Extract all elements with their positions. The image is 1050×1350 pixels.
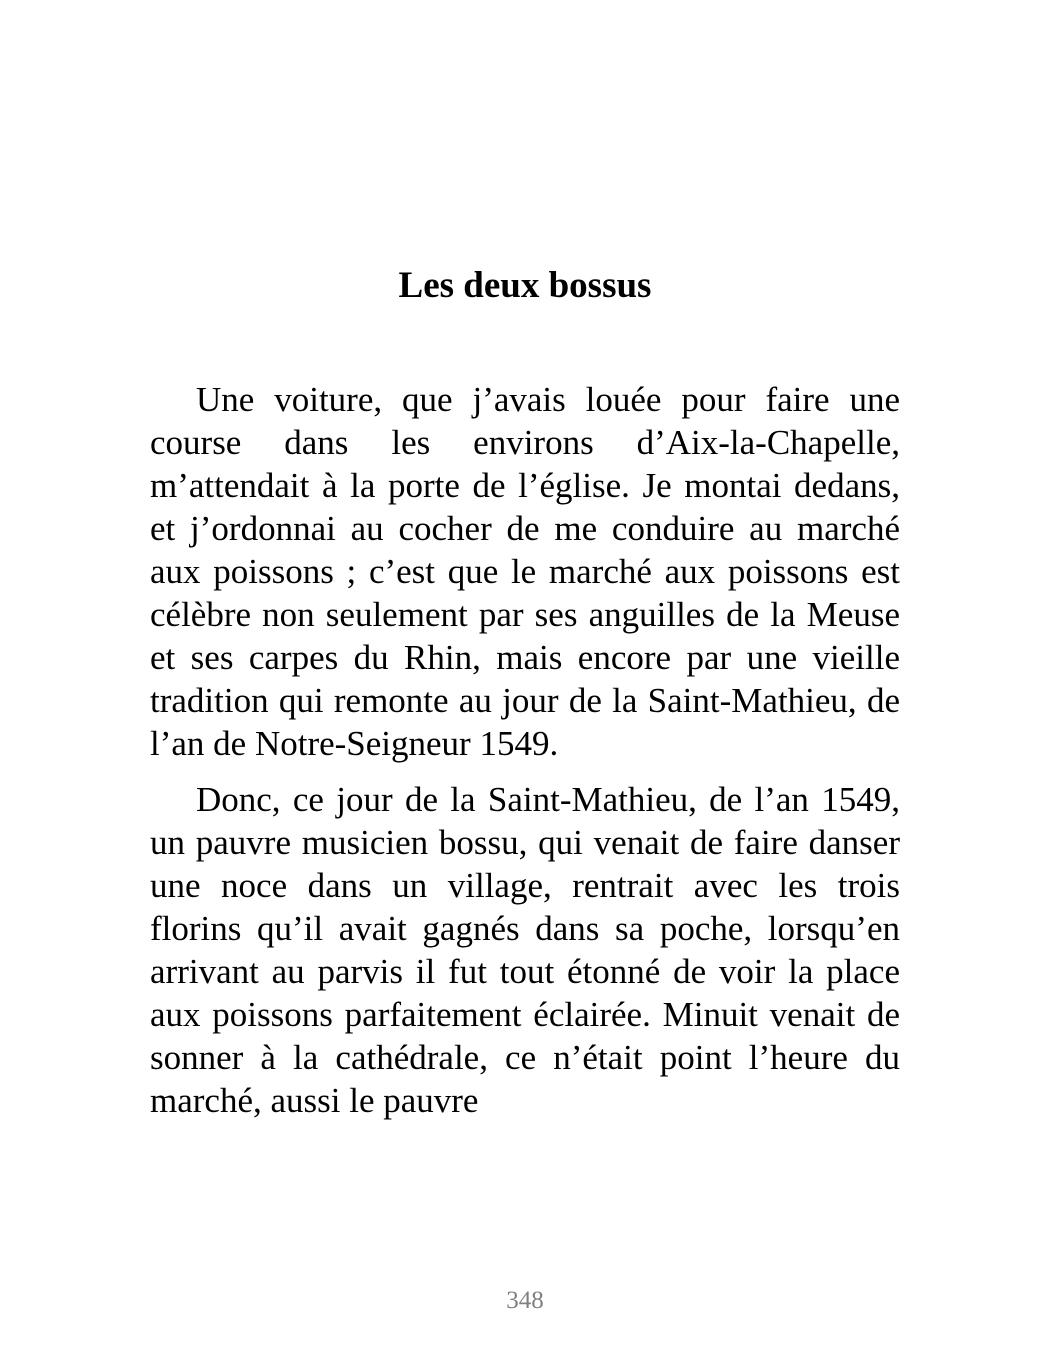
paragraph-1: Une voiture, que j’avais louée pour faire une course dans les environs d’Aix-la-Chapelle, m’attendait à la porte de l’église. Je montai dedans, et j’ordonnai au cocher de me conduire au marché aux poissons ; c’est que le marché aux poissons est célèbre non seulement par ses anguilles de la Meuse et ses carpes du Rhin, mais encore par une vieille tradition qui remonte au jour de la Saint-Mathieu, de l’an de Notre-Seigneur 1549. (150, 380, 900, 763)
page-number: 348 (506, 1287, 544, 1314)
chapter-title: Les deux bossus (398, 265, 652, 306)
body-text (150, 378, 900, 1135)
paragraph-2: Donc, ce jour de la Saint-Mathieu, de l’an 1549, un pauvre musicien bossu, qui venait de faire danser une noce dans un village, rentrait avec les trois florins qu’il avait gagnés dans sa poche, lorsqu’en arrivant au parvis il fut tout étonné de voir la place aux poissons parfaitement éclairée. Minuit venait de sonner à la cathédrale, ce n’était point l’heure du marché, aussi le pauvre (150, 780, 900, 1120)
